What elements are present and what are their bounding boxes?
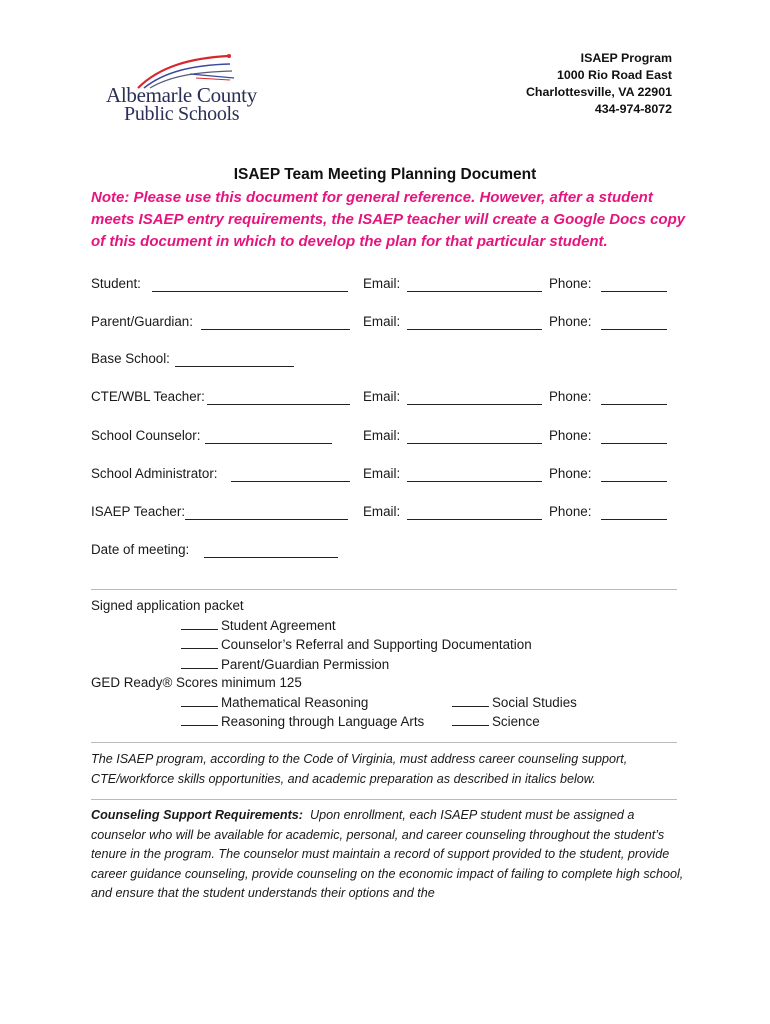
student-label: Student: [91,276,141,291]
city-state-zip: Charlottesville, VA 22901 [525,85,672,99]
student-email-field[interactable] [407,291,542,292]
counseling-text: Upon enrollment, each ISAEP student must be assigned a counselor who will be available for academic, personal, and career counseling throughout the student’s tenure in the program. The counselor must maintain a record of support provided to the student, provide career guidance counseling, provide counseling on the economic impact of failing to complete high school, and ensure that the student understands their options and the [91,808,684,900]
counselor-phone-label: Phone: [549,428,592,443]
social-studies-label: Social Studies [492,695,577,710]
cte-phone-field[interactable] [601,404,667,405]
math-item[interactable] [181,694,368,710]
ged-scores-label: GED Ready® Scores minimum 125 [91,675,302,690]
base-school-row [91,351,691,371]
parent-email-label: Email: [363,314,401,329]
science-item[interactable] [452,713,540,729]
isaep-teacher-row [91,504,691,524]
street-address: 1000 Rio Road East [556,68,672,82]
program-requirements-note: The ISAEP program, according to the Code of Virginia, must address career counseling support, CTE/workforce skills opportunities, and academic preparation as described in italics below. [91,752,628,786]
student-agreement-item[interactable] [181,617,336,633]
cte-phone-label: Phone: [549,389,592,404]
counseling-heading: Counseling Support Requirements: [91,808,304,822]
counselor-row [91,428,691,448]
counselor-phone-field[interactable] [601,443,667,444]
parent-permission-item[interactable] [181,656,389,672]
section-divider [91,589,677,590]
meeting-date-field[interactable] [204,557,338,558]
counselor-referral-blank[interactable] [181,636,218,649]
student-agreement-blank[interactable] [181,617,218,630]
parent-field[interactable] [201,329,350,330]
isaep-phone-field[interactable] [601,519,667,520]
meeting-date-label: Date of meeting: [91,542,190,557]
counselor-referral-label: Counselor’s Referral and Supporting Documentation [221,637,532,652]
parent-permission-blank[interactable] [181,656,218,669]
isaep-phone-label: Phone: [549,504,592,519]
administrator-label: School Administrator: [91,466,218,481]
logo-name-line1: Albemarle County [106,83,257,107]
math-blank[interactable] [181,694,218,707]
parent-permission-label: Parent/Guardian Permission [221,657,390,672]
counselor-email-label: Email: [363,428,401,443]
reference-note: Note: Please use this document for general reference. However, after a student meets ISAEP entry requirements, the ISAEP teacher will create a Google Docs copy of this document in which to develop the plan for that particular student. [91,189,686,250]
administrator-row [91,466,691,486]
student-phone-label: Phone: [549,276,592,291]
isaep-email-field[interactable] [407,519,542,520]
language-arts-blank[interactable] [181,713,218,726]
cte-email-field[interactable] [407,404,542,405]
student-agreement-label: Student Agreement [221,618,336,633]
language-arts-item[interactable] [181,713,424,729]
parent-row [91,314,691,334]
section-divider [91,742,677,743]
student-phone-field[interactable] [601,291,667,292]
cte-teacher-label: CTE/WBL Teacher: [91,389,205,404]
counselor-referral-item[interactable] [181,636,532,652]
student-field[interactable] [152,291,348,292]
document-title: ISAEP Team Meeting Planning Document [233,166,537,183]
administrator-field[interactable] [231,481,350,482]
meeting-date-row [91,542,691,562]
counselor-label: School Counselor: [91,428,201,443]
isaep-teacher-label: ISAEP Teacher: [91,504,186,519]
parent-phone-field[interactable] [601,329,667,330]
program-address [526,50,672,118]
math-label: Mathematical Reasoning [221,695,369,710]
counselor-field[interactable] [205,443,332,444]
social-studies-blank[interactable] [452,694,489,707]
cte-teacher-row [91,389,691,409]
counselor-email-field[interactable] [407,443,542,444]
student-row [91,276,691,296]
administrator-phone-field[interactable] [601,481,667,482]
base-school-label: Base School: [91,351,170,366]
section-divider [91,799,677,800]
language-arts-label: Reasoning through Language Arts [221,714,425,729]
program-phone: 434-974-8072 [594,102,672,116]
counseling-requirements [91,806,691,904]
program-name: ISAEP Program [580,51,672,65]
isaep-email-label: Email: [363,504,401,519]
student-email-label: Email: [363,276,401,291]
logo-name-line2: Public Schools [124,103,240,125]
science-label: Science [492,714,540,729]
administrator-email-field[interactable] [407,481,542,482]
administrator-phone-label: Phone: [549,466,592,481]
social-studies-item[interactable] [452,694,577,710]
science-blank[interactable] [452,713,489,726]
district-logo [100,52,260,124]
parent-email-field[interactable] [407,329,542,330]
base-school-field[interactable] [175,366,294,367]
parent-phone-label: Phone: [549,314,592,329]
isaep-teacher-field[interactable] [185,519,348,520]
administrator-email-label: Email: [363,466,401,481]
cte-email-label: Email: [363,389,401,404]
parent-label: Parent/Guardian: [91,314,193,329]
cte-teacher-field[interactable] [207,404,350,405]
signed-packet-label: Signed application packet [91,598,244,613]
